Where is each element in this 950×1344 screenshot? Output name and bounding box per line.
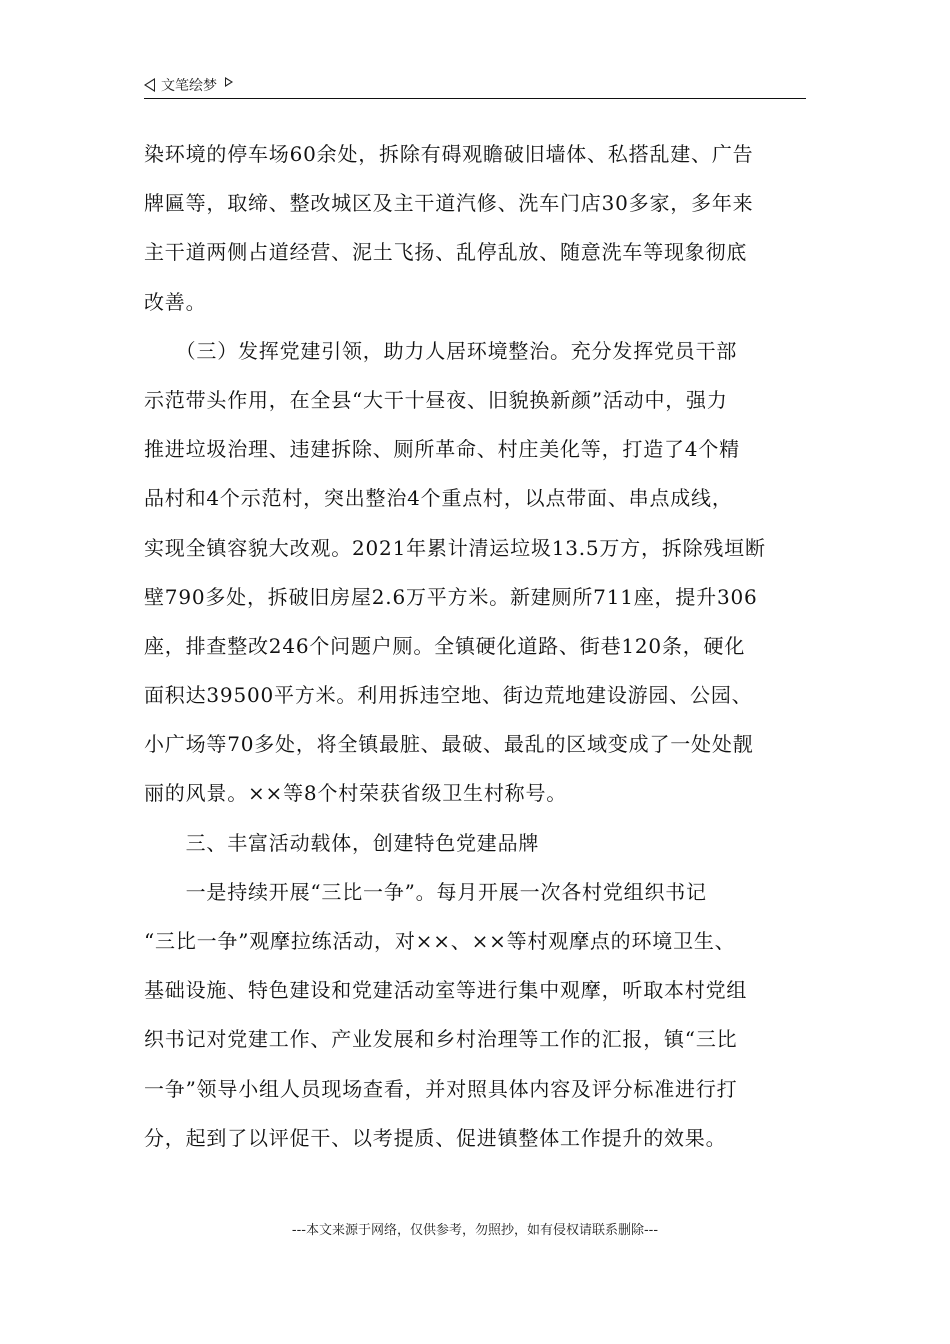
section-heading: 三、丰富活动载体，创建特色党建品牌 — [144, 830, 540, 855]
page-header — [144, 72, 806, 98]
text-line: 改善。 — [144, 289, 207, 314]
text-line: “三比一争”观摩拉练活动，对××、××等村观摩点的环境卫生、 — [144, 929, 736, 953]
text-line: 基础设施、特色建设和党建活动室等进行集中观摩，听取本村党组 — [144, 978, 748, 1003]
text-line: 座，排查整改246个问题户厕。全镇硬化道路、街巷120条，硬化 — [144, 633, 746, 658]
text-line: 染环境的停车场60余处，拆除有碍观瞻破旧墙体、私搭乱建、广告 — [144, 142, 754, 166]
text-line: （三）发挥党建引领，助力人居环境整治。充分发挥党员干部 — [144, 338, 738, 363]
header-brand: 文笔绘梦 — [161, 78, 217, 94]
text-line: 示范带头作用，在全县“大干十昼夜、旧貌换新颜”活动中，强力 — [144, 387, 728, 412]
text-line: 面积达39500平方米。利用拆违空地、街边荒地建设游园、公园、 — [144, 683, 753, 708]
triangle-right-icon — [225, 77, 233, 87]
text-line: 壁790多处，拆破旧房屋2.6万平方米。新建厕所711座，提升306 — [144, 584, 758, 609]
text-line: 品村和4个示范村，突出整治4个重点村，以点带面、串点成线， — [144, 486, 733, 511]
triangle-left-icon — [144, 78, 155, 92]
text-line: 主干道两侧占道经营、泥土飞扬、乱停乱放、随意洗车等现象彻底 — [144, 240, 748, 265]
text-line: 一是持续开展“三比一争”。每月开展一次各村党组织书记 — [144, 879, 707, 904]
text-line: 织书记对党建工作、产业发展和乡村治理等工作的汇报，镇“三比 — [144, 1027, 738, 1052]
text-line: 推进垃圾治理、违建拆除、厕所革命、村庄美化等，打造了4个精 — [144, 437, 740, 462]
text-line: 小广场等70多处，将全镇最脏、最破、最乱的区域变成了一处处靓 — [144, 732, 754, 757]
footer-notice: ---本文来源于网络，仅供参考，勿照抄，如有侵权请联系删除--- — [291, 1223, 659, 1238]
text-line: 分，起到了以评促干、以考提质、促进镇整体工作提升的效果。 — [144, 1125, 727, 1150]
text-line: 丽的风景。××等8个村荣获省级卫生村称号。 — [144, 781, 568, 806]
text-line: 一争”领导小组人员现场查看，并对照具体内容及评分标准进行打 — [144, 1076, 738, 1101]
text-line: 实现全镇容貌大改观。2021年累计清运垃圾13.5万方，拆除残垣断 — [144, 535, 766, 560]
text-line: 牌匾等，取缔、整改城区及主干道汽修、洗车门店30多家，多年来 — [144, 191, 754, 216]
header-divider — [144, 98, 806, 99]
document-body — [144, 130, 824, 1163]
